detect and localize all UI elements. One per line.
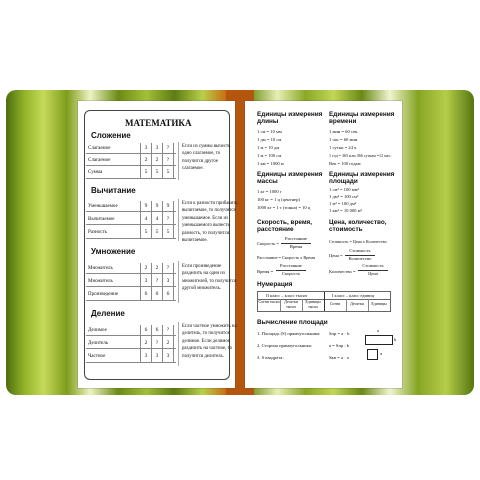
addition-heading: Сложение: [91, 131, 131, 140]
table-cell: 3: [155, 353, 159, 359]
time-unit-line: Век = 100 годам: [329, 161, 361, 166]
column-divider: [162, 263, 163, 300]
table-row-label: Делитель: [88, 341, 109, 346]
left-page: [78, 101, 238, 388]
area-calc-heading: Вычисление площади: [257, 319, 328, 326]
table-cell: ?: [166, 265, 170, 271]
table-row-label: Частное: [88, 354, 106, 359]
table-cell: 6: [155, 327, 159, 333]
time-formula-denominator: Скорость: [281, 271, 301, 276]
side-formula: a = Sпр : b: [329, 343, 350, 348]
column-divider: [173, 201, 174, 238]
row-divider: [86, 178, 176, 179]
column-separator: [178, 199, 179, 241]
addition-rule: Если из суммы вычесть одно слагаемое, то получится другое слагаемое.: [182, 144, 231, 172]
subtraction-heading: Вычитание: [91, 186, 136, 195]
time-unit-line: 1 час = 60 мин: [329, 137, 358, 142]
row-divider: [86, 362, 176, 363]
thousands-class-label: II класс – класс тысяч: [266, 293, 307, 298]
length-unit-line: 1 м = 100 см: [257, 153, 282, 158]
square-side-a: a: [380, 351, 383, 356]
length-unit-line: 1 м = 10 дм: [257, 145, 280, 150]
mass-unit-line: 1 кг = 1000 г: [257, 189, 282, 194]
page-title: МАТЕМАТИКА: [125, 118, 192, 128]
square-area-formula: Sкв = a · a: [329, 355, 349, 360]
table-cell: 3: [155, 145, 159, 151]
speed-heading: Скорость, время, расстояние: [257, 219, 313, 233]
table-cell: 3: [144, 353, 148, 359]
table-cell: 5: [144, 229, 148, 235]
table-cell: 3: [144, 145, 148, 151]
table-cell: 3: [144, 278, 148, 284]
numbering-heading: Нумерация: [257, 281, 293, 288]
table-cell: ?: [166, 145, 170, 151]
column-separator: [178, 142, 179, 180]
table-row-label: Произведение: [88, 292, 119, 297]
area-unit-line: 1 дм² = 100 см²: [329, 194, 359, 199]
length-units-heading: Единицы измерения длины: [257, 111, 323, 125]
table-row-label: Множитель: [88, 266, 113, 271]
table-cell: 3: [166, 353, 170, 359]
table-row-label: Сумма: [88, 170, 103, 175]
column-divider: [173, 263, 174, 300]
rank-tens-thousands: Десятки тысяч: [284, 300, 298, 309]
area-units-heading: Единицы измерения площади: [329, 171, 395, 185]
column-separator: [178, 322, 179, 366]
table-cell: 9: [155, 203, 159, 209]
table-cell: 9: [144, 203, 148, 209]
table-cell: ?: [155, 278, 159, 284]
area-formula: Sпр = a · b: [329, 331, 350, 336]
row-divider: [86, 238, 176, 239]
length-unit-line: 1 км = 1000 м: [257, 161, 284, 166]
rank-units: Единицы: [371, 302, 387, 306]
table-cell: 9: [166, 203, 170, 209]
column-divider: [173, 325, 174, 362]
time-unit-line: 1 сутки = 24 ч: [329, 145, 357, 150]
row-divider: [86, 300, 176, 301]
division-heading: Деление: [91, 309, 125, 318]
time-units-heading: Единицы измерения времени: [329, 111, 395, 125]
column-divider: [140, 325, 141, 362]
table-cell: 5: [166, 229, 170, 235]
table-cell: 2: [155, 157, 159, 163]
quantity-formula-left: Количество =: [329, 269, 356, 274]
table-cell: ?: [166, 157, 170, 163]
time-formula-left: Время =: [257, 269, 274, 274]
table-row-label: Вычитаемое: [88, 217, 115, 222]
square-diagram: [367, 349, 378, 360]
quantity-formula-denominator: Цена: [368, 271, 378, 276]
table-cell: 5: [155, 169, 159, 175]
table-cell: ?: [166, 327, 170, 333]
column-divider: [162, 325, 163, 362]
table-divider: [346, 299, 347, 311]
time-unit-line: 1 мин = 60 сек.: [329, 129, 359, 134]
mass-units-heading: Единицы измерения массы: [257, 171, 323, 185]
table-row-label: Уменьшаемое: [88, 204, 118, 209]
table-cell: 5: [155, 229, 159, 235]
column-divider: [140, 263, 141, 300]
table-row-label: Слагаемое: [88, 146, 111, 151]
table-cell: ?: [166, 216, 170, 222]
table-cell: 5: [144, 169, 148, 175]
table-cell: ?: [155, 340, 159, 346]
multiplication-rule: Если произведение разделить на один из множителей, то получится другой множитель.: [182, 264, 237, 292]
mass-unit-line: 100 кг = 1 ц (центнер): [257, 197, 300, 202]
price-formula-left: Цена =: [329, 253, 343, 258]
rectangle-diagram: [365, 335, 393, 345]
rank-units-thousands: Единицы тысяч: [305, 300, 321, 309]
rank-hundreds-thousands: Сотни тысяч: [258, 300, 280, 304]
table-cell: 5: [166, 169, 170, 175]
table-cell: 6: [144, 291, 148, 297]
rank-tens: Десятки: [350, 302, 364, 306]
area-unit-line: 1 см² = 100 мм²: [329, 187, 359, 192]
table-cell: 2: [144, 340, 148, 346]
time-formula-numerator: Расстояние: [280, 263, 302, 268]
table-divider: [368, 299, 369, 311]
division-rule: Если частное умножить на делитель, то получится делимое. Если делимое разделить на частное, то получится делитель.: [182, 324, 237, 359]
area-unit-line: 1 м² = 100 дм²: [329, 201, 357, 206]
table-cell: 2: [155, 265, 159, 271]
area-calc-item: 3. S квадрата:: [257, 355, 284, 360]
table-row-label: Разность: [88, 230, 107, 235]
table-cell: 6: [155, 291, 159, 297]
time-unit-line: 1 год = 365 или 366 суткам =12 мес.: [329, 153, 392, 158]
column-divider: [151, 143, 152, 178]
table-row-label: Множитель: [88, 279, 113, 284]
table-cell: 4: [155, 216, 159, 222]
column-separator: [178, 261, 179, 303]
area-unit-line: 1 км² = 10 000 м²: [329, 208, 362, 213]
rectangle-side-b: b: [394, 337, 397, 342]
table-row-label: Делимое: [88, 328, 107, 333]
length-unit-line: 1 дм = 10 см: [257, 137, 282, 142]
table-row-label: Слагаемое: [88, 158, 111, 163]
table-cell: 2: [144, 157, 148, 163]
column-divider: [151, 325, 152, 362]
table-cell: 3: [166, 278, 170, 284]
table-divider: [280, 299, 281, 311]
column-divider: [173, 143, 174, 178]
mass-unit-line: 1000 кг = 1 т (тонна) = 10 ц: [257, 205, 311, 210]
price-formula-denominator: Количество: [348, 256, 372, 261]
rank-hundreds: Сотни: [329, 302, 341, 306]
speed-formula-left: Скорость =: [257, 241, 279, 246]
table-divider: [302, 299, 303, 311]
numbering-table: [257, 291, 391, 312]
column-divider: [140, 143, 141, 178]
column-divider: [162, 201, 163, 238]
subtraction-rule: Если к разности прибавить вычитаемое, то получится уменьшаемое. Если из уменьшаемого вычесть разность, то получится вычитаемое.: [182, 201, 238, 244]
distance-formula: Расстояние = Скорость х Время: [257, 255, 315, 260]
column-divider: [162, 143, 163, 178]
units-class-label: I класс – класс единиц: [332, 293, 374, 298]
table-cell: 4: [144, 216, 148, 222]
area-calc-item: 1. Площадь (S) прямоугольника:: [257, 331, 321, 336]
multiplication-heading: Умножение: [91, 247, 136, 256]
cost-formula: Стоимость = Цена х Количество: [329, 239, 387, 244]
table-cell: 6: [144, 327, 148, 333]
column-divider: [151, 201, 152, 238]
area-calc-item: 2. Сторона прямоугольника:: [257, 343, 313, 348]
right-page: [245, 101, 402, 388]
rectangle-side-a: a: [377, 328, 380, 333]
length-unit-line: 1 см = 10 мм: [257, 129, 282, 134]
price-heading: Цена, количество, стоимость: [329, 219, 387, 233]
column-divider: [140, 201, 141, 238]
quantity-formula-numerator: Стоимость: [362, 263, 384, 268]
speed-formula-numerator: Расстояние: [285, 236, 307, 241]
table-cell: 2: [166, 340, 170, 346]
table-cell: 6: [166, 291, 170, 297]
table-cell: 2: [144, 265, 148, 271]
speed-formula-denominator: Время: [289, 244, 303, 249]
column-divider: [151, 263, 152, 300]
price-formula-numerator: Стоимость: [349, 248, 371, 253]
